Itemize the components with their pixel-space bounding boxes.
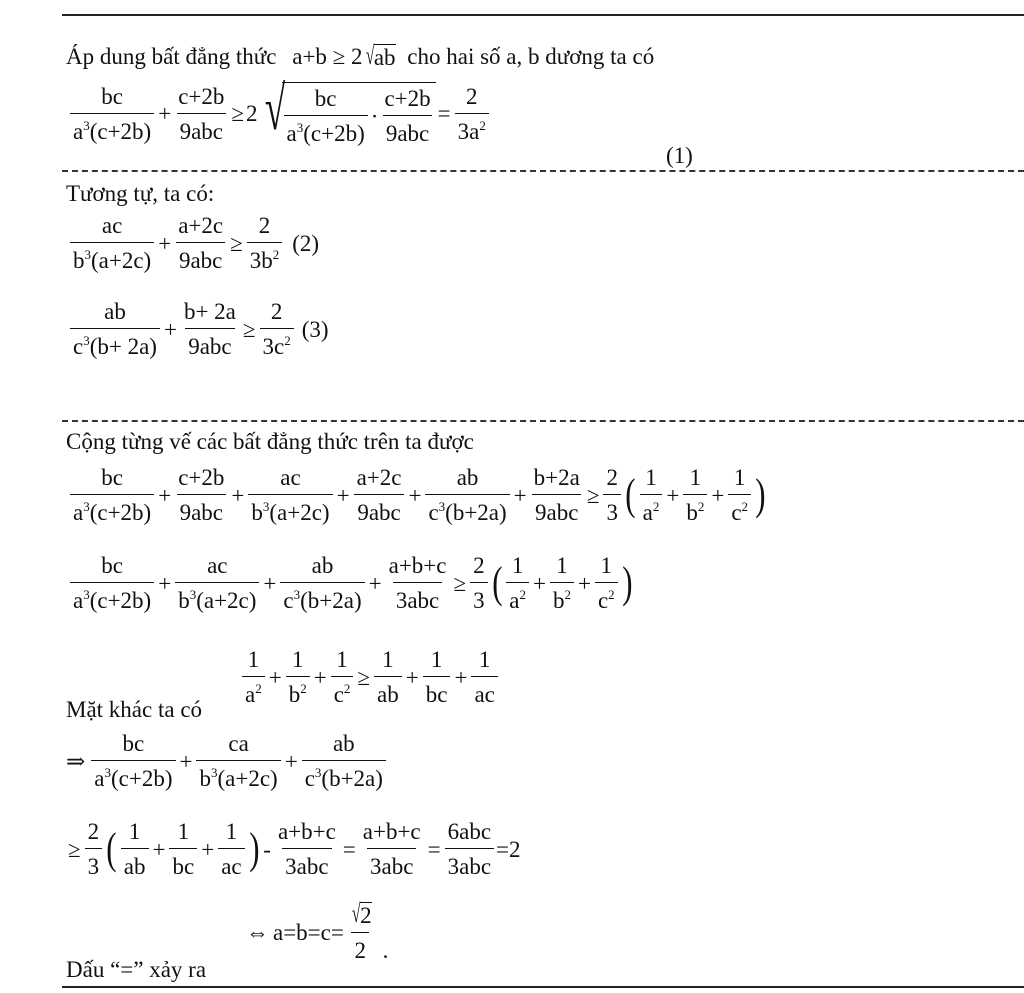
intro-text-after: cho hai số a, b dương ta có bbox=[407, 44, 655, 69]
intro-line bbox=[66, 41, 655, 70]
fraction: $\frac{b+ 2a}{\text{9abc}}$ bbox=[183, 299, 236, 359]
bottom-rule bbox=[62, 986, 1024, 988]
am-gm-formula: a+b ≥ 2 √ ab bbox=[292, 41, 396, 70]
sqrt: √ $\frac{bc}{a^3(c+2b)}$ · $\frac{c+2b}{\text{9abc}}$ bbox=[258, 82, 436, 145]
inequality-2: $\frac{ac}{b^3(a+2c)}$ + $\frac{a+2c}{\text{9abc}}$ ≥ $\frac{2}{3b^2}$ (2) bbox=[68, 214, 319, 272]
fraction: $\frac{a+2c}{\text{9abc}}$ bbox=[175, 214, 226, 272]
fraction: $\frac{c+2b}{\text{9abc}}$ bbox=[178, 83, 225, 144]
label-eq1: (1) bbox=[666, 143, 693, 168]
mat-khac-text: Mặt khác ta có bbox=[66, 697, 203, 722]
label-eq3: (3) bbox=[301, 316, 329, 342]
fraction: $\frac{2}{3b^2}$ bbox=[247, 214, 283, 272]
fraction: $\frac{2}{3c^2}$ bbox=[260, 300, 294, 358]
sqrt-sign: √ bbox=[365, 41, 374, 70]
section2-heading: Tương tự, ta có: bbox=[66, 181, 215, 206]
dau-bang-text: Dấu “=” xảy ra bbox=[66, 957, 207, 982]
fraction: $\frac{2}{3a^2}$ bbox=[455, 85, 489, 143]
implies-symbol: ⇒ bbox=[66, 748, 86, 774]
section3-heading: Cộng từng vế các bất đẳng thức trên ta được bbox=[66, 429, 474, 454]
inequality-1: $\frac{bc}{a^3(c+2b)}$ + $\frac{c+2b}{\text{9abc}}$ ≥ 2 √ $\frac{bc}{a^3(c+2b)}$ · $\frac{c+2b}{\text{9abc}}$ = $\frac{2}{3a^2}$ bbox=[68, 82, 491, 145]
divider-1 bbox=[62, 170, 1024, 172]
intro-text-before: Áp dung bất đẳng thức bbox=[66, 44, 277, 69]
inequality-3: $\frac{ab}{c^3(b+ 2a)}$ + $\frac{b+ 2a}{\text{9abc}}$ ≥ $\frac{2}{3c^2}$ (3) bbox=[68, 300, 329, 358]
equality-condition: ⇔ a=b=c= √ 2 2 . bbox=[246, 899, 389, 963]
label-eq2: (2) bbox=[292, 230, 320, 256]
fraction: $\frac{ac}{b^3(a+2c)}$ bbox=[70, 214, 154, 272]
sum-inequality-1: $\frac{bc}{a^3(c+2b)}$ + $\frac{c+2b}{\text{9abc}}$ + $\frac{ac}{b^3(a+2c)}$ + $\frac{a+2c}{\text{9abc}}$ + $\frac{ab}{c^3(b+2a)}$ + $\frac{b+2a}{\text{9abc}}$ ≥ $\frac{2}{3}$ ( $\frac{1}{a^2}$ + $\frac{1}{b^2}$ + $\frac{1}{c^2}$ ) bbox=[68, 466, 768, 524]
final-chain: ≥ $\frac{2}{3}$ ( $\frac{1}{ab}$ + $\frac{1}{bc}$ + $\frac{1}{ac}$ ) - $\frac{a+b+c}{\text{3abc}}$ = $\frac{a+b+c}{\text{3abc}}$ = $\frac{\text{6abc}}{\text{3abc}}$ =2 bbox=[68, 819, 521, 879]
implies-line: ⇒ $\frac{bc}{a^3(c+2b)}$ + $\frac{ca}{b^3(a+2c)}$ + $\frac{ab}{c^3(b+2a)}$ bbox=[66, 732, 388, 790]
sum-inequality-2: $\frac{bc}{a^3(c+2b)}$ + $\frac{ac}{b^3(a+2c)}$ + $\frac{ab}{c^3(b+2a)}$ + $\frac{a+b+c}{\text{3abc}}$ ≥ $\frac{2}{3}$ ( $\frac{1}{a^2}$ + $\frac{1}{b^2}$ + $\frac{1}{c^2}$ ) bbox=[68, 554, 634, 612]
reciprocal-inequality: $\frac{1}{a^2}$ + $\frac{1}{b^2}$ + $\frac{1}{c^2}$ ≥ $\frac{1}{ab}$ + $\frac{1}{bc}$ + $\frac{1}{ac}$ bbox=[240, 648, 500, 706]
divider-2 bbox=[62, 420, 1024, 422]
fraction: $\frac{bc}{a^3(c+2b)}$ bbox=[70, 85, 154, 143]
top-rule bbox=[62, 14, 1024, 16]
fraction: $\frac{ab}{c^3(b+ 2a)}$ bbox=[70, 300, 160, 358]
